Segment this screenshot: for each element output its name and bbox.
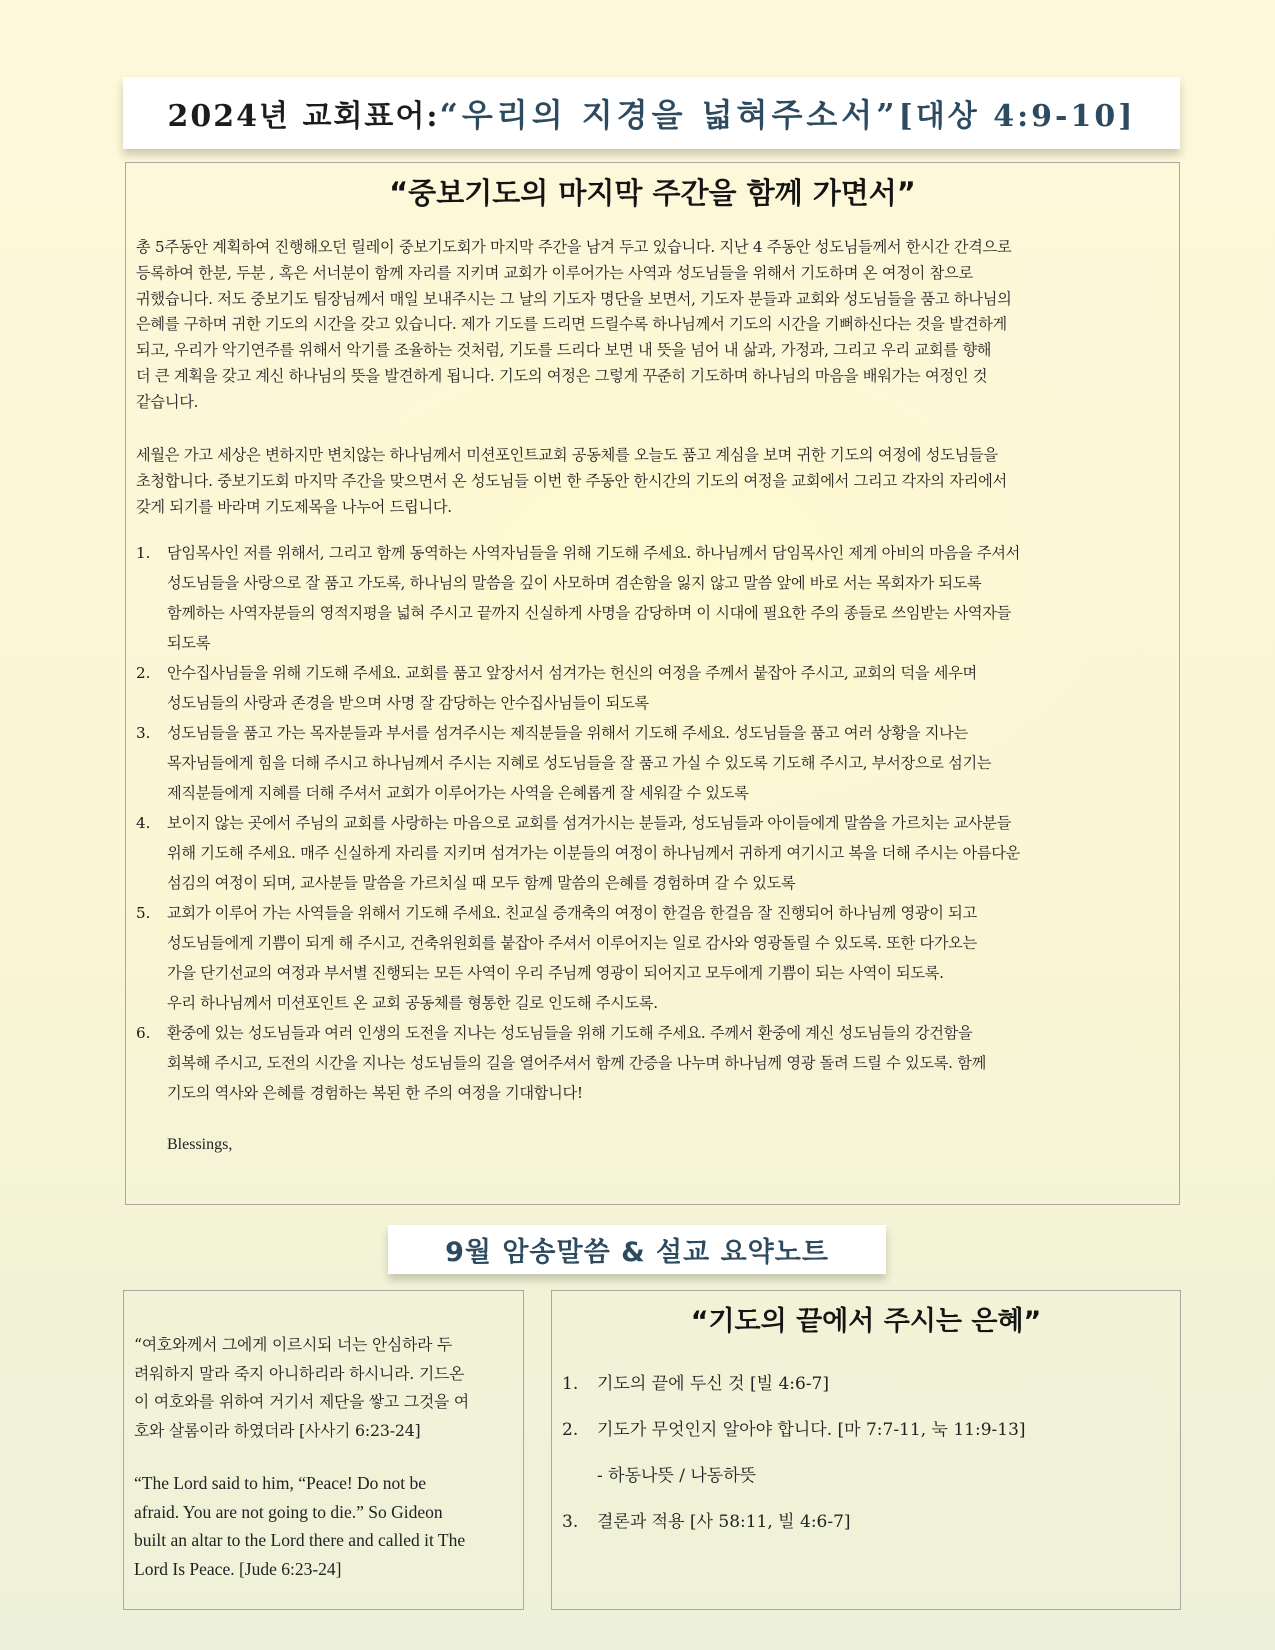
sermon-point-number: 1. xyxy=(562,1374,579,1394)
prayer-number: 3. xyxy=(136,724,151,742)
paragraph-line: 총 5주동안 계획하여 진행해오던 릴레이 중보기도회가 마지막 주간을 남겨 두고 있습니다. 지난 4 주동안 성도님들께서 한시간 간격으로 xyxy=(136,238,1012,256)
verse-line: built an altar to the Lord there and called it The xyxy=(134,1530,466,1550)
prayer-line: 안수집사님들을 위해 기도해 주세요. 교회를 품고 앞장서서 섬겨가는 헌신의 여정을 주께서 붙잡아 주시고, 교회의 덕을 세우며 xyxy=(167,664,977,682)
prayer-line: 기도의 역사와 은혜를 경험하는 복된 한 주의 여정을 기대합니다! xyxy=(167,1084,583,1102)
letter-paragraph-1 xyxy=(136,235,1166,416)
paragraph-line: 되고, 우리가 악기연주를 위해서 악기를 조율하는 것처럼, 기도를 드리다 보면 내 뜻을 넘어 내 삶과, 가정과, 그리고 우리 교회를 향해 xyxy=(136,341,992,360)
prayer-number: 6. xyxy=(136,1024,151,1042)
prayer-number: 1. xyxy=(136,544,151,562)
verse-line: 이 여호와를 위하여 거기서 제단을 쌓고 그것을 여 xyxy=(134,1392,469,1411)
paragraph-line: 갖게 되기를 바라며 기도제목을 나누어 드립니다. xyxy=(136,497,452,516)
section-title: 9월 암송말씀 & 설교 요약노트 xyxy=(388,1225,886,1274)
sermon-point-text: 기도가 무엇인지 알아야 합니다. [마 7:7-11, 눅 11:9-13] xyxy=(597,1420,1026,1440)
paragraph-line: 은혜를 구하며 귀한 기도의 시간을 갖고 있습니다. 제가 기도를 드리면 드릴수록 하나님께서 기도의 시간을 기뻐하신다는 것을 발견하게 xyxy=(136,315,1007,334)
sermon-point-number: 2. xyxy=(562,1420,579,1440)
pastoral-letter xyxy=(125,162,1180,1205)
paragraph-line: 더 큰 계획을 갖고 계신 하나님의 뜻을 발견하게 됩니다. 기도의 여정은 그렇게 꾸준히 기도하며 하나님의 마음을 배워가는 여정인 것 xyxy=(136,366,988,385)
prayer-line: 환중에 있는 성도님들과 여러 인생의 도전을 지나는 성도님들을 위해 기도해 주세요. 주께서 환중에 계신 성도님들의 강건함을 xyxy=(167,1024,973,1042)
memory-verse-box xyxy=(123,1290,524,1610)
prayer-number: 4. xyxy=(136,814,151,832)
prayer-item xyxy=(136,898,1176,1018)
prayer-item xyxy=(136,718,1176,808)
prayer-line: 위해 기도해 주세요. 매주 신실하게 자리를 지키며 섬겨가는 이분들의 여정이 하나님께서 귀하게 여기시고 복을 더해 주시는 아름다운 xyxy=(167,844,1021,862)
prayer-line: 되도록 xyxy=(167,634,211,652)
sermon-point-text: - 하동나뜻 / 나동하뜻 xyxy=(597,1466,757,1486)
motto-text: “우리의 지경을 넓혀주소서” xyxy=(439,96,899,134)
sermon-point xyxy=(562,1509,1172,1555)
prayer-item xyxy=(136,658,1176,718)
prayer-line: 제직분들에게 지혜를 더해 주셔서 교회가 이루어가는 사역을 은혜롭게 잘 세워갈 수 있도록 xyxy=(167,784,749,802)
letter-paragraph-2 xyxy=(136,443,1166,520)
prayer-item xyxy=(136,808,1176,898)
sermon-point xyxy=(562,1417,1172,1463)
prayer-item xyxy=(136,1018,1176,1108)
prayer-line: 가을 단기선교의 여정과 부서별 진행되는 모든 사역이 우리 주님께 영광이 되어지고 모두에게 기쁨이 되는 사역이 되도록. xyxy=(167,964,944,982)
sermon-subpoint xyxy=(562,1463,1172,1509)
verse-line: 려워하지 말라 죽지 아니하리라 하시니라. 기드온 xyxy=(134,1363,465,1383)
prayer-line: 교회가 이루어 가는 사역들을 위해서 기도해 주세요. 친교실 증개축의 여정이 한걸음 한걸음 잘 진행되어 하나님께 영광이 되고 xyxy=(167,904,977,922)
prayer-line: 성도님들을 품고 가는 목자분들과 부서를 섬겨주시는 제직분들을 위해서 기도해 주세요. 성도님들을 품고 여러 상황을 지나는 xyxy=(167,724,968,742)
prayer-number: 2. xyxy=(136,664,151,682)
motto-banner xyxy=(123,77,1180,149)
paragraph-line: 귀했습니다. 저도 중보기도 팀장님께서 매일 보내주시는 그 날의 기도자 명단을 보면서, 기도자 분들과 교회와 성도님들을 품고 하나님의 xyxy=(136,289,1012,308)
paragraph-line: 등록하여 한분, 두분 , 혹은 서너분이 함께 자리를 지키며 교회가 이루어가는 사역과 성도님들을 위해서 기도하며 온 여정이 참으로 xyxy=(136,263,973,282)
prayer-line: 성도님들을 사랑으로 잘 품고 가도록, 하나님의 말씀을 깊이 사모하며 겸손함을 잃지 않고 말씀 앞에 바로 서는 목회자가 되도록 xyxy=(167,574,982,592)
prayer-line: 성도님들의 사랑과 존경을 받으며 사명 잘 감당하는 안수집사님들이 되도록 xyxy=(167,694,649,712)
prayer-line: 우리 하나님께서 미션포인트 온 교회 공동체를 형통한 길로 인도해 주시도록. xyxy=(167,994,658,1012)
prayer-line: 성도님들에게 기쁨이 되게 해 주시고, 건축위원회를 붙잡아 주셔서 이루어지는 일로 감사와 영광돌릴 수 있도록. 또한 다가오는 xyxy=(167,934,977,952)
prayer-list xyxy=(136,538,1176,1108)
sermon-point xyxy=(562,1371,1172,1417)
sermon-outline xyxy=(562,1371,1172,1555)
prayer-line: 회복해 주시고, 도전의 시간을 지나는 성도님들의 길을 열어주셔서 함께 간증을 나누며 하나님께 영광 돌려 드릴 수 있도록. 함께 xyxy=(167,1054,986,1072)
sermon-point-text: 기도의 끝에 두신 것 [빌 4:6-7] xyxy=(597,1374,830,1394)
sermon-title: “기도의 끝에서 주시는 은혜” xyxy=(690,1306,1042,1337)
verse-line: 호와 살롬이라 하였더라 [사사기 6:23-24] xyxy=(134,1420,421,1440)
prayer-line: 섬김의 여정이 되며, 교사분들 말씀을 가르치실 때 모두 함께 말씀의 은혜를 경험하며 갈 수 있도록 xyxy=(167,874,796,892)
motto-year-label: 2024년 교회표어: xyxy=(167,99,440,134)
prayer-line: 목자님들에게 힘을 더해 주시고 하나님께서 주시는 지혜로 성도님들을 잘 품고 가실 수 있도록 기도해 주시고, 부서장으로 섬기는 xyxy=(167,754,992,772)
paragraph-line: 초청합니다. 중보기도회 마지막 주간을 맞으면서 온 성도님들 이번 한 주동안 한시간의 기도의 여정을 교회에서 그리고 각자의 자리에서 xyxy=(136,471,1007,490)
prayer-item xyxy=(136,538,1176,658)
sermon-point-number: 3. xyxy=(562,1512,579,1532)
prayer-line: 보이지 않는 곳에서 주님의 교회를 사랑하는 마음으로 교회를 섬겨가시는 분들과, 성도님들과 아이들에게 말씀을 가르치는 교사분들 xyxy=(167,814,1011,832)
prayer-number: 5. xyxy=(136,904,151,922)
prayer-line: 함께하는 사역자분들의 영적지평을 넓혀 주시고 끝까지 신실하게 사명을 감당하며 이 시대에 필요한 주의 종들로 쓰임받는 사역자들 xyxy=(167,604,1011,622)
verse-line: afraid. You are not going to die.” So Gideon xyxy=(134,1501,443,1522)
paragraph-line: 같습니다. xyxy=(136,392,199,411)
paragraph-line: 세월은 가고 세상은 변하지만 변치않는 하나님께서 미션포인트교회 공동체를 오늘도 품고 계심을 보며 귀한 기도의 여정에 성도님들을 xyxy=(136,446,998,464)
verse-line: “여호와께서 그에게 이르시되 너는 안심하라 두 xyxy=(134,1335,453,1354)
sermon-notes-box xyxy=(551,1290,1181,1610)
memory-verse-korean xyxy=(134,1331,514,1445)
letter-closing: Blessings, xyxy=(167,1136,233,1153)
verse-line: Lord Is Peace. [Jude 6:23-24] xyxy=(134,1558,342,1579)
letter-title: “중보기도의 마지막 주간을 함께 가면서” xyxy=(389,176,916,210)
sermon-point-text: 결론과 적용 [사 58:11, 빌 4:6-7] xyxy=(597,1512,851,1532)
memory-verse-english xyxy=(134,1469,514,1583)
verse-line: “The Lord said to him, “Peace! Do not be xyxy=(134,1473,427,1493)
prayer-line: 담임목사인 저를 위해서, 그리고 함께 동역하는 사역자님들을 위해 기도해 주세요. 하나님께서 담임목사인 제게 아비의 마음을 주셔서 xyxy=(167,544,1021,562)
motto-reference: [대상 4:9-10] xyxy=(898,99,1136,134)
